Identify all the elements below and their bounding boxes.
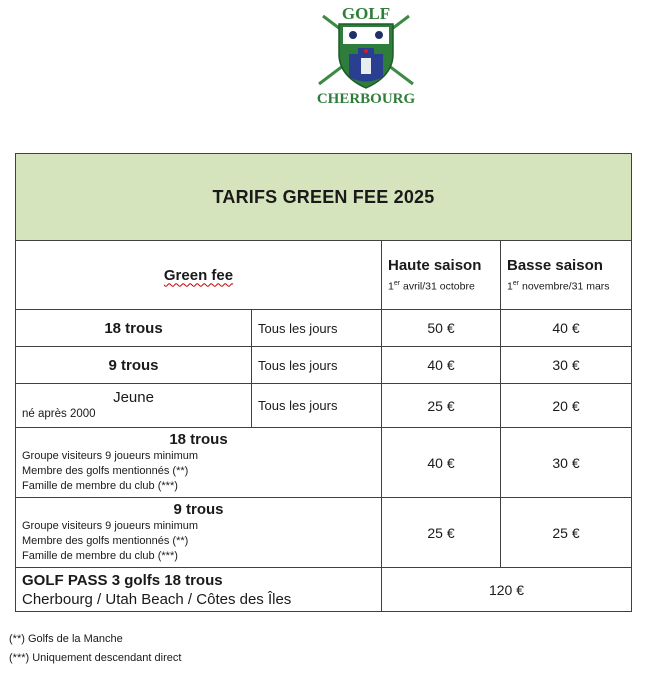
footnote-golfs-manche: (**) Golfs de la Manche bbox=[9, 633, 123, 645]
green-fee-label: Green fee bbox=[163, 266, 234, 284]
tarifs-table bbox=[15, 153, 632, 612]
table-row bbox=[16, 384, 632, 428]
golf-cherbourg-logo bbox=[305, 2, 427, 108]
green-fee-header bbox=[16, 241, 382, 310]
jeune-label: Jeune bbox=[113, 388, 154, 406]
row-label-jeune bbox=[16, 384, 252, 428]
golf-pass-label: GOLF PASS 3 golfs 18 trous Cherbourg / Utah Beach / Côtes des Îles bbox=[16, 568, 382, 612]
table-row bbox=[16, 428, 632, 498]
table-title: TARIFS GREEN FEE 2025 bbox=[16, 154, 632, 241]
price-basse: 20 € bbox=[501, 384, 632, 428]
jeune-sub: né après 2000 bbox=[22, 407, 96, 420]
price-haute: 50 € bbox=[382, 310, 501, 347]
price-haute: 40 € bbox=[382, 428, 501, 498]
row-days: Tous les jours bbox=[252, 384, 382, 428]
basse-saison-header: Basse saison 1er novembre/31 mars bbox=[501, 241, 632, 310]
logo-bottom-text: CHERBOURG bbox=[316, 91, 416, 107]
price-haute: 40 € bbox=[382, 347, 501, 384]
row-days: Tous les jours bbox=[252, 347, 382, 384]
group-9-label: 9 trous Groupe visiteurs 9 joueurs minimum Membre des golfs mentionnés (**) Famille de membre du club (***) bbox=[16, 498, 382, 568]
price-basse: 30 € bbox=[501, 428, 632, 498]
table-row bbox=[16, 498, 632, 568]
footnotes bbox=[9, 630, 181, 668]
group-18-label: 18 trous Groupe visiteurs 9 joueurs minimum Membre des golfs mentionnés (**) Famille de membre du club (***) bbox=[16, 428, 382, 498]
table-row bbox=[16, 347, 632, 384]
logo-top-text: GOLF bbox=[341, 4, 391, 23]
basse-saison-label: Basse saison bbox=[507, 256, 603, 274]
price-haute: 25 € bbox=[382, 384, 501, 428]
table-row bbox=[16, 568, 632, 612]
price-basse: 40 € bbox=[501, 310, 632, 347]
row-days: Tous les jours bbox=[252, 310, 382, 347]
table-row bbox=[16, 310, 632, 347]
row-label: 9 trous bbox=[16, 347, 252, 384]
footnote-descendant: (***) Uniquement descendant direct bbox=[9, 652, 182, 664]
price-haute: 25 € bbox=[382, 498, 501, 568]
price-basse: 25 € bbox=[501, 498, 632, 568]
haute-saison-header: Haute saison 1er avril/31 octobre bbox=[382, 241, 501, 310]
price-basse: 30 € bbox=[501, 347, 632, 384]
haute-saison-label: Haute saison bbox=[388, 256, 482, 274]
golf-pass-price: 120 € bbox=[382, 568, 632, 612]
row-label: 18 trous bbox=[16, 310, 252, 347]
